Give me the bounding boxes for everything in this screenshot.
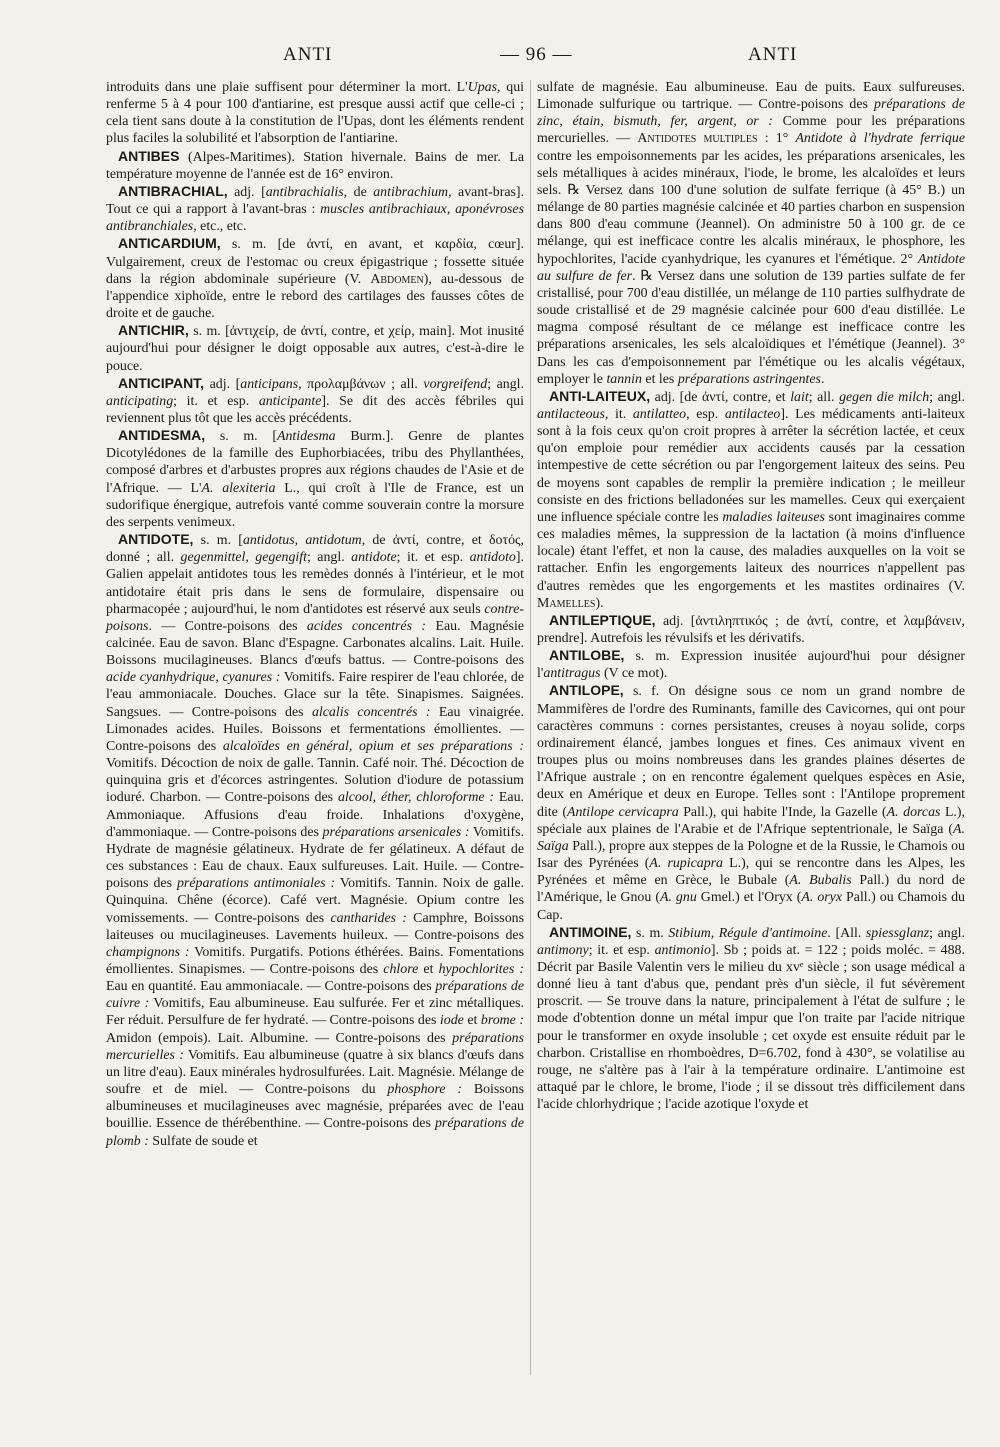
body-text: et [463,1013,481,1029]
headword: ANTIDOTE, [118,531,194,548]
body-text: Vomitifs, Eau albumineuse. Eau sulfurée. Fer et zinc métalliques. Fer réduit. Persulfure de fer hydraté. — Contre-poisons des [106,996,524,1029]
entry-anticardium [106,235,524,322]
entry-anticipant [106,375,524,427]
body-text: . ℞ Versez dans une solution de 139 parties sulfate de fer cristallisé, pour 700 d'eau distillée, un mélange de 110 parties sulfhydrate de soude cristallisé et de 29 magnésie calcinée pour 600 d'eau distillée. Le magma composé résultant de ce mélange est inefficace contre les préparations arsenicales, les sels alcaloïdiques et l'émétique (Jeannel). 3° Dans les cas d'empoisonnement par l'émétique ou les alcalis végétaux, employer le [537,268,966,387]
body-text: s. m. [ [193,533,243,549]
body-text: Eau. Magnésie calcinée. Eau de savon. Blanc d'Espagne. Carbonates alcalins. Lait. Huile. Boissons mucilagineuses. Blancs d'œufs battus. — Contre-poisons des [106,618,524,669]
italic-text: Antilope cervicapra [566,804,679,820]
left-column [106,79,524,1150]
italic-text: préparations de zinc, étain, bismuth, fer, argent, or : [537,97,965,130]
italic-text: A. Bubalis [789,873,852,889]
body-text: ), au-dessous de l'appendice xiphoïde, entre le rebord des cartilages des fausses côtes de droite et de gauche. [106,271,525,322]
italic-text: antilacteo [724,406,781,422]
body-text: s. m. Expression inusitée aujourd'hui pour désigner l' [537,649,965,682]
body-text: ; angl. [929,389,965,405]
body-text: , de ἀντί, contre, et δοτός, donné ; all. [106,533,524,566]
italic-text: anticipante [258,393,322,409]
body-text: . — Contre-poisons des [148,618,307,634]
italic-text: antimonio [654,942,711,958]
body-text: Amidon (empois). Lait. Albumine. — Contre-poisons des [106,1030,453,1046]
italic-text: Antidote au sulfure de fer [537,251,965,284]
body-text: : 1° [757,131,796,147]
headword: ANTICARDIUM, [118,235,221,252]
italic-text: acides concentrés : [306,618,427,634]
body-text: Vomitifs. Tannin. Noix de galle. Quinquina. Chêne (écorce). Café vert. Magnésie. Opium contre les vomissements. — Contre-poisons des [106,876,524,926]
italic-text: hypochlorites : [438,961,524,977]
headword: ANTI-LAITEUX, [549,387,651,404]
body-text: L., qui croît à l'Ile de France, est un sudorifique énergique, autrefois vanté comme souverain contre la morsure des serpents venimeux. [106,480,524,530]
page-number: — 96 — [500,44,573,65]
italic-text: iode [439,1013,464,1029]
small-caps-text: Antidotes multiples [637,131,758,147]
italic-text: Antidesma [276,429,336,445]
body-text: Pall.), qui habite l'Inde, la Gazelle ( [678,804,887,820]
italic-text: chlore [383,961,419,977]
body-text: Eau en quantité. Eau ammoniacale. — Contre-poisons des [106,979,436,995]
italic-text: antidote [351,550,397,566]
body-text: ; it. et esp. [173,393,259,409]
body-text: (V ce mot). [600,666,668,682]
entry-antilope [537,682,965,923]
body-text: Boissons albumineuses et mucilagineuses avec magnésie, préparées avec de l'eau bouillie. Essence de thérébenthine. — Contre-poisons des [106,1082,525,1132]
body-text: adj. [ [204,376,241,392]
body-text: L.), spéciale aux plaines de l'Arabie et de l'Afrique septentrionale, le Saïga ( [537,804,965,837]
headword: ANTIBRACHIAL, [118,182,228,199]
entry-antichir [106,322,524,374]
italic-text: vorgreifend [423,376,488,392]
entry-antileptique [537,612,965,647]
italic-text: A. gnu [659,890,697,906]
body-text: , qui renferme 5 à 4 pour 100 d'antiarine, est presque aussi actif que celle-ci ; cela tient sans doute à la constitution de l'Upas, dont les éléments rendent plus faciles la solubilité et l'absorption de l'antiarine. [106,80,524,147]
italic-text: antibrachialis [265,184,344,200]
body-text: Pall.) du nord de l'Amérique, le Gnou ( [537,873,965,906]
body-text: , avant-bras]. Tout ce qui a rapport à l'avant-bras : [106,184,524,218]
body-text: , de [343,184,374,200]
body-text: Vomitifs. Eau albumineuse (quatre à six blancs d'œufs dans un litre d'eau). Eaux minérales hydrosulfurées. Lait. Magnésie. Mélange de soufre et de miel. — Contre-poisons du [106,1047,525,1098]
italic-text: maladies laiteuses [722,509,825,525]
body-text: ; all. [808,389,840,405]
body-text: et les [641,371,678,387]
italic-text: anticipans [240,376,299,392]
headword: ANTICHIR, [118,322,189,339]
body-text: Pall.), propre aux steppes de la Pologne et de la Russie, le Chamois ou Isar des Pyrénées ( [537,838,965,872]
entry-antibes [106,148,524,183]
italic-text: brome : [480,1013,524,1029]
small-caps-text: Abdomen [370,271,424,287]
body-text: introduits dans une plaie suffisent pour déterminer la mort. L' [106,80,468,95]
italic-text: antidoto [469,550,516,566]
italic-text: préparations astringentes [677,371,821,387]
italic-text: antitragus [543,666,601,682]
italic-text: Upas [467,80,497,95]
headword: ANTICIPANT, [118,374,205,391]
body-text: s. m. [631,925,669,941]
headword: ANTIBES [118,147,180,164]
body-text: Burm.]. Genre de plantes Dicotylédones de la famille des Euphorbiacées, tribu des Phyllanthées, composé d'arbres et d'arbustes propres aux régions chaudes de l'Asie et de l'Afrique. — L' [106,429,524,496]
body-text: Vomitifs. Décoction de noix de galle. Tannin. Café noir. Thé. Décoction de quinquina gris et d'écorces astringentes. Solution d'iodure de potassium ioduré. Charbon. — Contre-poisons des [106,756,524,806]
body-text: s. m. [ [205,429,277,445]
body-text: et [418,961,439,977]
body-text: , it. [604,406,633,422]
body-text: Vomitifs. Hydrate de magnésie gélatineux. Hydrate de fer gélatineux. A défaut de ces substances : Eau de chaux. Eaux sulfureuses. Lait. Huile. — Contre-poisons des [106,824,524,892]
italic-text: contre-poisons [106,601,524,634]
body-text: ; angl. [306,550,352,566]
italic-text: A. alexiteria [201,480,276,496]
body-text: sont imaginaires comme ces maladies mêmes, la suppression de la lactation (à moins d'influence locale) étant l'effet, et non la cause, des maladies auxquelles on la voit se rattacher. Enfin les engorgements laiteux des nourrices n'appellent pas d'autres remèdes que les engorgements et les mastites ordinaires (V. [537,509,966,594]
body-text: Vomitifs. Purgatifs. Potions éthérées. Bains. Fomentations émollientes. Sinapismes. — Contre-poisons des [106,944,524,977]
italic-text: champignons : [106,944,190,960]
header-left-word: ANTI [283,44,333,65]
italic-text: gegen die milch [839,389,930,405]
entry-anti-laiteux [537,388,965,612]
italic-text: antidotus, antidotum [242,533,362,549]
italic-text: A. dorcas [886,804,941,820]
italic-text: préparations arsenicales : [322,824,470,840]
body-text: ; angl. [487,376,524,392]
body-text: s. f. On désigne sous ce nom un grand nombre de Mammifères de l'ordre des Ruminants, famille des Cavicornes, qui ont pour caractères communs : cornes persistantes, creuses à noyau solide, corps ordinairement élancé, jambes longues et fines. Ces animaux vivent en troupes plus ou moins nombreuses dans les grandes plaines désertes de l'Afrique australe ; on en rencontre également quelques espèces en Asie, deux en Amérique et deux en Europe. Telles sont : l'Antilope proprement dite ( [537,684,965,820]
body-text: s. m. [de ἀντί, en avant, et καρδία, cœur]. Vulgairement, creux de l'estomac ou creux épigastrique ; fossette située dans la région abdominale supérieure (V. [106,237,524,287]
italic-text: A. Saïga [537,821,965,854]
italic-text: acide cyanhydrique, cyanures : [106,670,281,686]
body-text: ]. Les médicaments anti-laiteux sont à la fois ceux qu'on croit propres à arrêter la sécrétion lactée, et ceux qu'on emploie pour remédier aux accidents causés par la cessation intempestive de cette sécrétion ou par l'engorgement laiteux des seins. Peu de moyens sont capables de remplir la première indication ; le meilleur consiste en des frictions belladonées sur les mamelles. Ceux qui exerçaient une influence spéciale contre les [537,406,965,525]
body-text: Sulfate de soude et [148,1133,258,1149]
column-divider [530,80,531,1375]
italic-text: alcaloïdes en général, opium et ses préparations : [222,738,524,754]
headword: ANTILEPTIQUE, [549,611,656,628]
headword: ANTILOBE, [549,647,625,664]
header-right-word: ANTI [748,44,798,65]
body-text: Eau vinaigrée. Limonades acides. Huiles. Boissons et fermentations émollientes. — Contre-poisons des [106,704,524,754]
italic-text: tannin [606,371,642,387]
body-text: Pall.) ou Chamois du Cap. [537,890,965,923]
entry-antimoine [537,924,965,1114]
italic-text: préparations de cuivre : [106,979,524,1012]
italic-text: gegenmittel, gegengift [180,550,307,566]
body-text: ; it. et esp. [588,942,655,958]
body-text: Eau. Ammoniaque. Affusions d'eau froide. Inhalations d'oxygène, d'ammoniaque. — Contre-poisons des [106,790,524,840]
italic-text: Stibium, Régule d'antimoine [668,925,828,941]
body-text: sulfate de magnésie. Eau albumineuse. Eau de puits. Eaux sulfureuses. Limonade sulfurique ou tartrique. — Contre-poisons des [537,80,965,113]
body-text: ; it. et esp. [396,550,470,566]
italic-text: A. oryx [801,890,843,906]
body-text: adj. [ἀντιληπτικός ; de ἀντί, contre, et λαμβάνειν, prendre]. Autrefois les révulsifs et les dérivatifs. [537,613,965,646]
italic-text: spiessglanz [865,925,930,941]
body-text: contre les empoisonnements par les acides, les préparations arsenicales, les sels métalliques à acides minéraux, l'iode, le brome, les alcaloïdes et leurs sels. ℞ Versez dans 100 d'une solution de sulfate ferrique (à 45° B.) un mélange de 80 parties magnésie calcinée et 40 parties charbon en suspension dans 800 d'eau commune (Jeannel). On administre 50 à 100 gr. de ce mélange, qui est inefficace contre les alcalis minéraux, le phosphore, les hypochlorites, l'acide cyanhydrique, les cyanures et l'émétique. 2° [537,148,965,267]
entry-antibrachial [106,183,524,235]
body-text: Vomitifs. Faire respirer de l'eau chlorée, de l'eau ammoniacale. Douches. Glace sur la tête. Sinapismes. Saignées. Sangsues. — Contre-poisons des [106,670,524,720]
small-caps-text: Mamelles [537,595,596,611]
italic-text: lait [790,389,809,405]
body-text: ]. Galien appelait antidotes tous les remèdes donnés à l'intérieur, et le mot antidotaire était pris dans le sens de formulaire, dispensaire ou pharmacopée ; aujourd'hui, le nom d'antidotes est réservé aux seuls [106,550,524,617]
body-text: . [820,371,825,387]
italic-text: antilacteous [537,406,605,422]
italic-text: cantharides : [330,910,407,926]
body-text: ]. Sb ; poids at. = 122 ; poids moléc. = 488. Décrit par Basile Valentin vers le milieu du xvᵉ siècle ; son usage médical a donné lieu à tant d'abus que, pendant près d'un siècle, il fut sévèrement proscrit. — Se trouve dans la nature, principalement à l'état de sulfure ; le mode d'obtention donne un métal impur que l'on traite par l'acide nitrique pour le transformer en oxyde insoluble ; cet oxyde est ensuite réduit par le charbon. Cristallise en rhomboèdres, D=6.702, fond à 430°, se volatilise au rouge, ne s'altère pas à l'air à la température ordinaire. L'antimoine est attaqué par le chlore, le brome, l'iode ; il se dissout très difficilement dans l'acide chlorhydrique ; l'acide azotique l'oxyde et [537,942,965,1113]
body-text: (Alpes-Maritimes). Station hivernale. Bains de mer. La température moyenne de l'année est de 16° environ. [106,149,524,182]
body-text: , esp. [686,406,725,422]
body-text: , προλαμβάνων ; all. [298,376,424,392]
body-text: Comme pour les préparations mercurielles. — [537,114,966,147]
headword: ANTIMOINE, [549,923,632,940]
entry-antidote-suite [537,79,965,388]
italic-text: préparations antimoniales : [176,876,336,892]
body-text: , etc., etc. [193,219,247,235]
entry-antidesma [106,427,524,531]
body-text: ; angl. [929,925,965,941]
italic-text: préparations de plomb : [106,1116,524,1149]
body-text: ]. Se dit des accès fébriles qui reviennent plus tôt que les accès précédents. [106,393,524,426]
body-text: adj. [de ἀντί, contre, et [650,389,791,405]
italic-text: antimony [537,942,589,958]
headword: ANTIDESMA, [118,427,206,444]
italic-text: antilatteo [632,406,687,422]
italic-text: préparations mercurielles : [106,1030,524,1063]
italic-text: anticipating [106,393,174,409]
italic-text: A. rupicapra [649,856,724,872]
body-text: adj. [ [227,184,266,200]
body-text: s. m. [ἀντιχείρ, de ἀντί, contre, et χείρ, main]. Mot inusité aujourd'hui pour désigner le doigt opposable aux autres, c'est-à-dire le pouce. [106,324,524,374]
italic-text: alcool, éther, chloroforme : [337,790,495,806]
italic-text: Antidote à l'hydrate ferrique [795,131,965,147]
italic-text: antibrachium [373,184,449,200]
italic-text: alcalis concentrés : [311,704,431,720]
italic-text: muscles antibrachiaux, aponévroses antibranchiales [106,202,524,235]
italic-text: phosphore : [387,1082,463,1098]
body-text: Gmel.) et l'Oryx ( [696,890,802,906]
body-text: L.), qui se rencontre dans les Alpes, les Pyrénées et même en Grèce, le Bubale ( [537,856,965,889]
body-text: Camphre, Boissons laiteuses ou mucilagineuses. Lavements huileux. — Contre-poisons des [106,910,524,943]
running-header [0,44,1000,74]
entry-antilobe [537,647,965,682]
right-column [537,79,965,1113]
entry-antidote [106,531,524,1150]
body-text: . [All. [827,925,866,941]
entry-upas [106,79,524,148]
headword: ANTILOPE, [549,682,624,699]
body-text: ). [595,595,604,611]
